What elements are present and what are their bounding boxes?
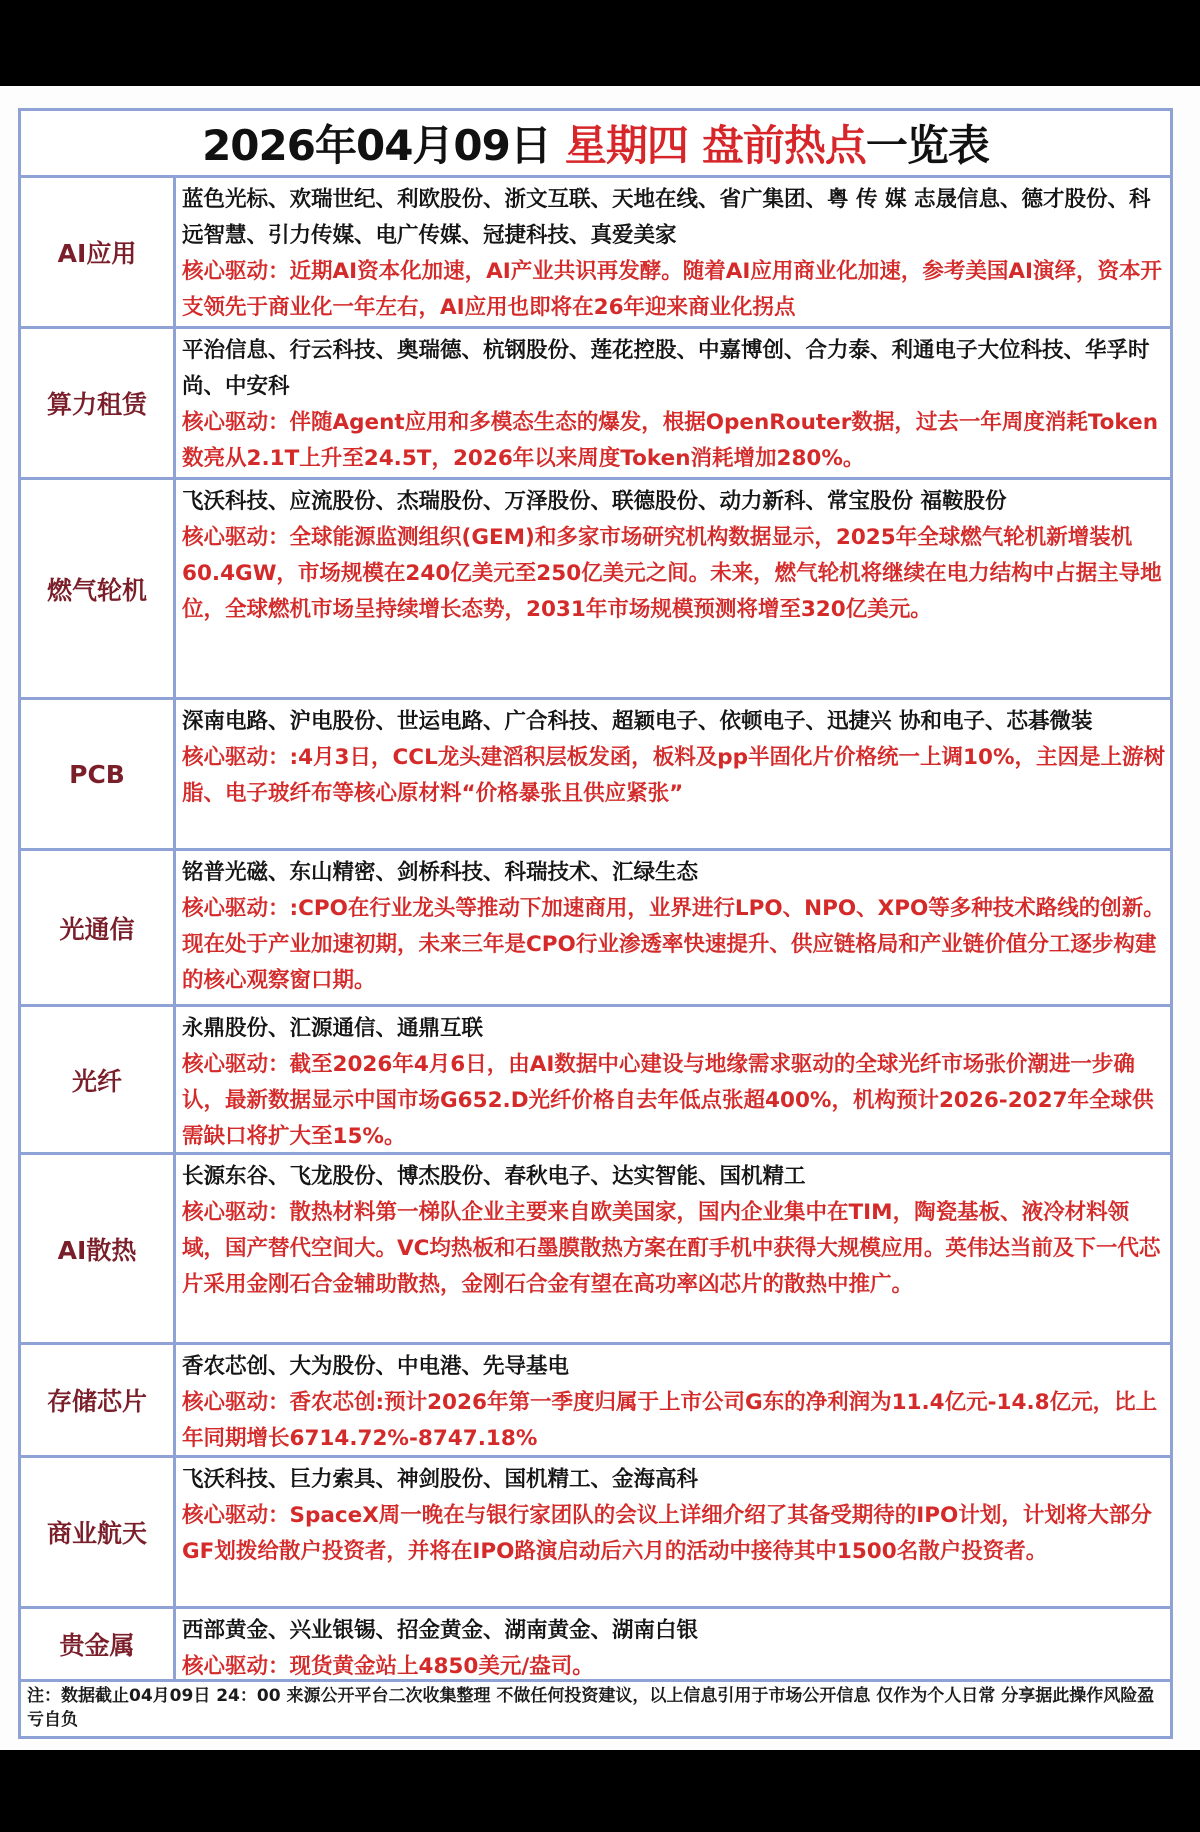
core-driver: 核心驱动：截至2026年4月6日，由AI数据中心建设与地缘需求驱动的全球光纤市场张价潮进一步确认，最新数据显示中国市场G652.D光纤价格自去年低点张超400%，机构预计2026-2027年全球供需缺口将扩大至15%。 xyxy=(182,1052,1154,1149)
category-label: 商业航天 xyxy=(21,1458,176,1606)
table-row xyxy=(21,1458,1170,1609)
table-row xyxy=(21,1345,1170,1458)
core-driver: 核心驱动：近期AI资本化加速，AI产业共识再发酵。随着AI应用商业化加速，参考美国AI演绎，资本开支领先于商业化一年左右，AI应用也即将在26年迎来商业化拐点 xyxy=(182,259,1163,320)
core-driver: 核心驱动：散热材料第一梯队企业主要来自欧美国家，国内企业集中在TIM，陶瓷基板、液冷材料领域，国产替代空间大。VC均热板和石墨膜散热方案在酊手机中获得大规模应用。英伟达当前及下一代芯片采用金刚石合金辅助散热，金刚石合金有望在高功率凶芯片的散热中推广。 xyxy=(182,1200,1161,1297)
title-date: 2026年04月09日 xyxy=(202,121,551,170)
title-highlight: 盘前热点 xyxy=(701,121,866,170)
stock-list: 铭普光磁、东山精密、剑桥科技、科瑞技术、汇绿生态 xyxy=(182,860,699,885)
title-weekday: 星期四 xyxy=(564,121,688,170)
category-label: 算力租赁 xyxy=(21,329,176,477)
category-label: 光纤 xyxy=(21,1007,176,1152)
stock-list: 长源东谷、飞龙股份、博杰股份、春秋电子、达实智能、国机精工 xyxy=(182,1164,806,1189)
page-title xyxy=(21,111,1170,178)
table-row xyxy=(21,480,1170,700)
core-driver: 核心驱动：香农芯创:预计2026年第一季度归属于上市公司G东的净利润为11.4亿元-14.8亿元，比上年同期增长6714.72%-8747.18% xyxy=(182,1390,1158,1451)
table-row xyxy=(21,1609,1170,1682)
category-label: 燃气轮机 xyxy=(21,480,176,697)
stock-list: 深南电路、沪电股份、世运电路、广合科技、超颖电子、依顿电子、迅捷兴 协和电子、芯碁微装 xyxy=(182,709,1093,734)
stock-list: 蓝色光标、欢瑞世纪、利欧股份、浙文互联、天地在线、省广集团、粤 传 媒 志晟信息、德才股份、科远智慧、引力传媒、电广传媒、冠捷科技、真爱美家 xyxy=(182,187,1151,248)
core-driver: 核心驱动：SpaceX周一晚在与银行家团队的会议上详细介绍了其备受期待的IPO计划，计划将大部分GF划拨给散户投资者，并将在IPO路演启动后六月的活动中接待其中1500名散户投资者。 xyxy=(182,1503,1152,1564)
category-label: PCB xyxy=(21,700,176,848)
category-label: 贵金属 xyxy=(21,1609,176,1679)
core-driver: 核心驱动：伴随Agent应用和多模态生态的爆发，根据OpenRouter数据，过去一年周度消耗Token数亮从2.1T上升至24.5T，2026年以来周度Token消耗增加280%。 xyxy=(182,410,1159,471)
table-row xyxy=(21,1007,1170,1155)
stock-list: 飞沃科技、应流股份、杰瑞股份、万泽股份、联德股份、动力新科、常宝股份 福鞍股份 xyxy=(182,489,1007,514)
hotspot-table xyxy=(18,108,1173,1739)
core-driver: 核心驱动：:CPO在行业龙头等推动下加速商用，业界进行LPO、NPO、XPO等多种技术路线的创新。现在处于产业加速初期，未来三年是CPO行业渗透率快速提升、供应链格局和产业链价值分工逐步构建的核心观察窗口期。 xyxy=(182,896,1165,993)
core-driver: 核心驱动：现货黄金站上4850美元/盎司。 xyxy=(182,1654,594,1679)
table-row xyxy=(21,329,1170,480)
disclaimer-note: 注：数据截止04月09日 24：00 来源公开平台二次收集整理 不做任何投资建议，以上信息引用于市场公开信息 仅作为个人日常 分享据此操作风险盈亏自负 xyxy=(27,1686,1155,1730)
stock-list: 香农芯创、大为股份、中电港、先导基电 xyxy=(182,1354,570,1379)
stock-list: 平治信息、行云科技、奥瑞德、杭钢股份、莲花控股、中嘉博创、合力泰、利通电子大位科技、华孚时尚、中安科 xyxy=(182,338,1150,399)
table-row xyxy=(21,851,1170,1007)
stock-list: 飞沃科技、巨力索具、神剑股份、国机精工、金海高科 xyxy=(182,1467,699,1492)
page xyxy=(0,86,1200,1750)
category-label: 光通信 xyxy=(21,851,176,1004)
core-driver: 核心驱动：:4月3日，CCL龙头建滔积层板发函，板料及pp半固化片价格统一上调10%，主因是上游树脂、电子玻纤布等核心原材料“价格暴张且供应紧张” xyxy=(182,745,1166,806)
table-row xyxy=(21,700,1170,851)
title-suffix: 一览表 xyxy=(865,121,989,170)
category-label: 存储芯片 xyxy=(21,1345,176,1455)
table-row xyxy=(21,1155,1170,1345)
core-driver: 核心驱动：全球能源监测组织(GEM)和多家市场研究机构数据显示，2025年全球燃气轮机新增装机60.4GW，市场规模在240亿美元至250亿美元之间。未来，燃气轮机将继续在电力结构中占据主导地位，全球燃机市场呈持续增长态势，2031年市场规模预测将增至320亿美元。 xyxy=(182,525,1162,622)
stock-list: 西部黄金、兴业银锡、招金黄金、湖南黄金、湖南白银 xyxy=(182,1618,699,1643)
category-label: AI应用 xyxy=(21,178,176,326)
table-row xyxy=(21,178,1170,329)
stock-list: 永鼎股份、汇源通信、通鼎互联 xyxy=(182,1016,484,1041)
category-label: AI散热 xyxy=(21,1155,176,1342)
